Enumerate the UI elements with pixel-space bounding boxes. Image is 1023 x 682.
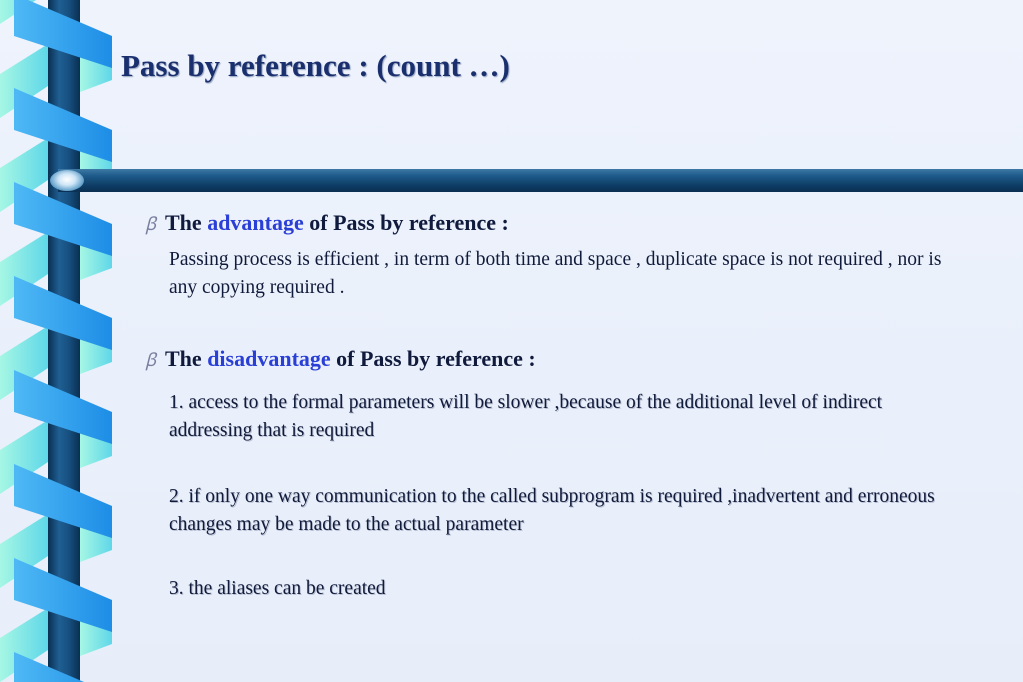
title-divider-bar	[58, 169, 1023, 192]
disadvantage-item-1: 1. access to the formal parameters will be slower ,because of the additional level of indirect addressing that is required	[169, 392, 883, 441]
bullet-accent-word: disadvantage	[207, 346, 331, 371]
bullet-suffix: of Pass by reference :	[303, 210, 509, 235]
bullet-glyph-icon: ꞵ	[145, 214, 157, 234]
bullet-suffix: of Pass by reference :	[330, 346, 536, 371]
disadvantage-item-3: 3. the aliases can be created	[169, 578, 386, 599]
bullet-prefix: The	[165, 346, 208, 371]
slide-title: Pass by reference : (count …)	[121, 48, 510, 83]
bullet-disadvantage	[145, 346, 536, 372]
advantage-text: Passing process is efficient , in term of both time and space , duplicate space is not required , nor is any copying required .	[169, 249, 942, 298]
bullet-glyph-icon: ꞵ	[145, 350, 157, 370]
divider-knob	[50, 170, 84, 191]
disadvantage-item-2: 2. if only one way communication to the called subprogram is required ,inadvertent and erroneous changes may be made to the actual parameter	[169, 486, 935, 535]
decorative-ribbon	[0, 0, 115, 682]
bullet-advantage	[145, 210, 509, 236]
bullet-prefix: The	[165, 210, 208, 235]
bullet-accent-word: advantage	[207, 210, 304, 235]
